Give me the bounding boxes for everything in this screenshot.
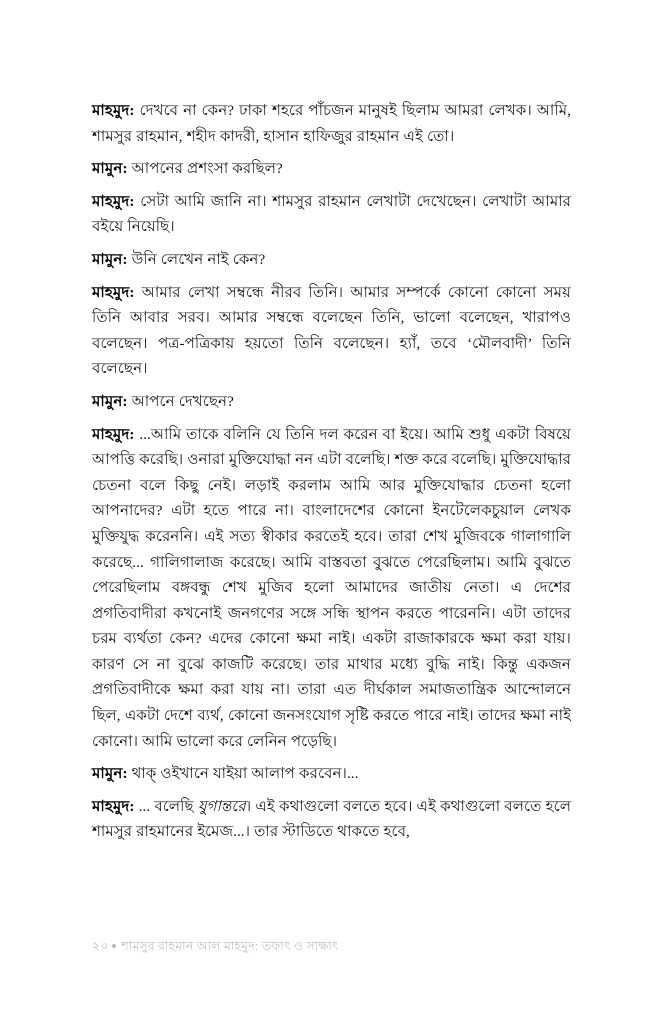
page-body-text <box>92 99 571 846</box>
footer-book-title: শামসুর রাহমান আল মাহমুদ: তফাৎ ও সাক্ষাৎ <box>121 939 339 953</box>
speaker-label: মাহমুদ: <box>92 193 135 210</box>
speaker-label: মাহমুদ: <box>92 798 135 815</box>
speaker-label: মাহমুদ: <box>92 426 135 443</box>
dialogue-text: আপনে দেখছেন? <box>127 393 234 410</box>
dialogue-text: আপনের প্রশংসা করছিল? <box>127 161 283 178</box>
dialogue-paragraph <box>92 248 571 274</box>
dialogue-paragraph <box>92 281 571 383</box>
dialogue-paragraph <box>92 762 571 788</box>
speaker-label: মামুন: <box>92 766 128 783</box>
speaker-label: মামুন: <box>92 251 128 268</box>
dialogue-paragraph <box>92 423 571 756</box>
dialogue-paragraph <box>92 99 571 150</box>
dialogue-text: থাক্ ওইখানে যাইয়া আলাপ করবেন।... <box>127 766 359 783</box>
dialogue-text: দেখবে না কেন? ঢাকা শহরে পাঁচজন মানুষই ছিলাম আমরা লেখক। আমি, শামসুর রাহমান, শহীদ কাদরী, হাসান হাফিজুর রাহমান এই তো। <box>92 103 571 145</box>
dialogue-paragraph <box>92 190 571 241</box>
dialogue-text: উনি লেখেন নাই কেন? <box>127 251 266 268</box>
dialogue-text-after-italic: । এই কথাগুলো বলতে হবে। এই কথাগুলো বলতে হলে শামসুর রাহমানের ইমেজ...। তার স্টাডিতে থাকতে হবে, <box>92 798 571 841</box>
dialogue-text: সেটা আমি জানি না। শামসুর রাহমান লেখাটা দেখেছেন। লেখাটা আমার বইয়ে নিয়েছি। <box>92 193 571 236</box>
bullet-separator-icon <box>112 944 116 948</box>
speaker-label: মাহমুদ: <box>92 284 135 301</box>
dialogue-paragraph-final <box>92 795 571 846</box>
dialogue-text: আমার লেখা সম্বন্ধে নীরব তিনি। আমার সম্পর্কে কোনো কোনো সময় তিনি আবার সরব। আমার সম্বন্ধে বলেছেন তিনি, ভালো বলেছেন, খারাপও বলেছেন। পত্র-পত্রিকায় হয়তো তিনি বলেছেন। হ্যাঁ, তবে ‘মৌলবাদী’ তিনি বলেছেন। <box>92 284 571 378</box>
page-footer <box>92 938 571 954</box>
speaker-label: মামুন: <box>92 161 128 178</box>
dialogue-paragraph <box>92 390 571 416</box>
dialogue-text-before-italic: ... বলেছি <box>134 798 198 815</box>
page-number: ২০ <box>92 939 109 953</box>
dialogue-paragraph <box>92 157 571 183</box>
publication-name-italic: যুগান্তরে <box>197 798 246 815</box>
speaker-label: মাহমুদ: <box>92 103 135 119</box>
dialogue-text: ...আমি তাকে বলিনি যে তিনি দল করেন বা ইয়ে। আমি শুধু একটা বিষয়ে আপত্তি করেছি। ওনারা মুক্তিযোদ্ধা নন এটা বলেছি। শক্ত করে বলেছি। মুক্তিযোদ্ধার চেতনা বলে কিছু নেই। লড়াই করলাম আমি আর মুক্তিযোদ্ধার চেতনা হলো আপনাদের? এটা হতে পারে না। বাংলাদেশের কোনো ইনটেলেকচুয়াল লেখক মুক্তিযুদ্ধ করেননি। এই সত্য স্বীকার করতেই হবে। তারা শেখ মুজিবকে গালাগালি করেছে... গালিগালাজ করেছে। আমি বাস্তবতা বুঝতে পেরেছিলাম। আমি বুঝতে পেরেছিলাম বঙ্গবন্ধু শেখ মুজিব হলো আমাদের জাতীয় নেতা। এ দেশের প্রগতিবাদীরা কখনোই জনগণের সঙ্গে সন্ধি স্থাপন করতে পারেননি। এটা তাদের চরম ব্যর্থতা কেন? এদের কোনো ক্ষমা নাই। একটা রাজাকারকে ক্ষমা করা যায়। কারণ সে না বুঝে কাজটি করেছে। তার মাথার মধ্যে বুদ্ধি নাই। কিন্তু একজন প্রগতিবাদীকে ক্ষমা করা যায় না। তারা এত দীর্ঘকাল সমাজতান্ত্রিক আন্দোলনে ছিল, একটা দেশে ব্যর্থ, কোনো জনসংযোগ সৃষ্টি করতে পারে নাই। তাদের ক্ষমা নাই কোনো। আমি ভালো করে লেনিন পড়েছি। <box>92 426 571 750</box>
speaker-label: মামুন: <box>92 393 128 410</box>
